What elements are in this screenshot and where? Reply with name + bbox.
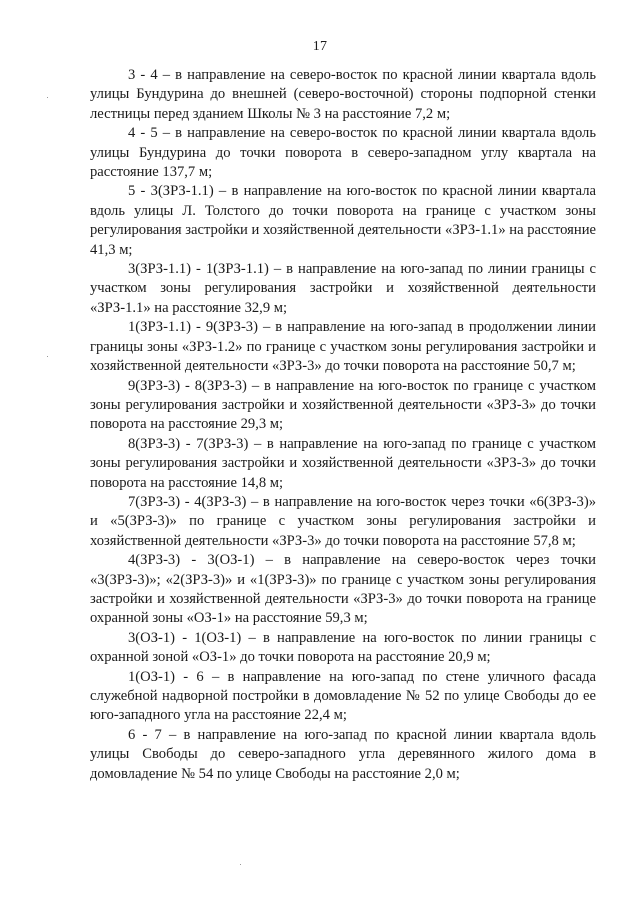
paragraph-8: 7(ЗРЗ-3) - 4(ЗРЗ-3) – в направление на юго-восток через точки «6(ЗРЗ-3)» и «5(ЗРЗ-3)» по границе с участком зоны регулирования застройки и хозяйственной деятельности «ЗРЗ-3» до точки поворота на расстояние 57,8 м; <box>90 493 596 549</box>
document-body <box>90 66 596 784</box>
scan-speck <box>47 97 48 98</box>
paragraph-3: 5 - 3(ЗРЗ-1.1) – в направление на юго-восток по красной линии квартала вдоль улицы Л. Толстого до точки поворота на границе с участком зоны регулирования застройки и хозяйственной деятельности «ЗРЗ-1.1» на расстояние 41,3 м; <box>90 183 596 258</box>
paragraph-6: 9(ЗРЗ-3) - 8(ЗРЗ-3) – в направление на юго-восток по границе с участком зоны регулирования застройки и хозяйственной деятельности «ЗРЗ-3» до точки поворота на расстояние 29,3 м; <box>90 377 596 433</box>
scan-speck <box>240 864 241 865</box>
paragraph-11: 1(ОЗ-1) - 6 – в направление на юго-запад по стене уличного фасада служебной надворной постройки в домовладение № 52 по улице Свободы до ее юго-западного угла на расстояние 22,4 м; <box>90 668 596 724</box>
paragraph-7: 8(ЗРЗ-3) - 7(ЗРЗ-3) – в направление на юго-запад по границе с участком зоны регулирования застройки и хозяйственной деятельности «ЗРЗ-3» до точки поворота на расстояние 14,8 м; <box>90 435 596 491</box>
paragraph-1: 3 - 4 – в направление на северо-восток по красной линии квартала вдоль улицы Бундурина до внешней (северо-восточной) стороны подпорной стенки лестницы перед зданием Школы № 3 на расстояние 7,2 м; <box>90 67 596 122</box>
page-number: 17 <box>312 39 328 54</box>
scan-speck <box>47 356 48 357</box>
paragraph-12: 6 - 7 – в направление на юго-запад по красной линии квартала вдоль улицы Свободы до северо-западного угла деревянного жилого дома в домовладение № 54 по улице Свободы на расстояние 2,0 м; <box>90 726 596 782</box>
paragraph-5: 1(ЗРЗ-1.1) - 9(ЗРЗ-3) – в направление на юго-запад в продолжении линии границы зоны «ЗРЗ-1.2» по границе с участком зоны регулирования застройки и хозяйственной деятельности «ЗРЗ-3» до точки поворота на расстояние 50,7 м; <box>90 319 596 375</box>
paragraph-9: 4(ЗРЗ-3) - 3(ОЗ-1) – в направление на северо-восток через точки «3(ЗРЗ-3)»; «2(ЗРЗ-3)» и «1(ЗРЗ-3)» по границе с участком зоны регулирования застройки и хозяйственной деятельности «ЗРЗ-3» до точки поворота на границе охранной зоны «ОЗ-1» на расстояние 59,3 м; <box>90 552 596 627</box>
paragraph-10: 3(ОЗ-1) - 1(ОЗ-1) – в направление на юго-восток по линии границы с охранной зоной «ОЗ-1» до точки поворота на расстояние 20,9 м; <box>90 629 596 666</box>
paragraph-4: 3(ЗРЗ-1.1) - 1(ЗРЗ-1.1) – в направление на юго-запад по линии границы с участком зоны регулирования застройки и хозяйственной деятельности «ЗРЗ-1.1» на расстояние 32,9 м; <box>90 261 596 316</box>
paragraph-2: 4 - 5 – в направление на северо-восток по красной линии квартала вдоль улицы Бундурина до точки поворота в северо-западном углу квартала на расстояние 137,7 м; <box>90 125 596 181</box>
